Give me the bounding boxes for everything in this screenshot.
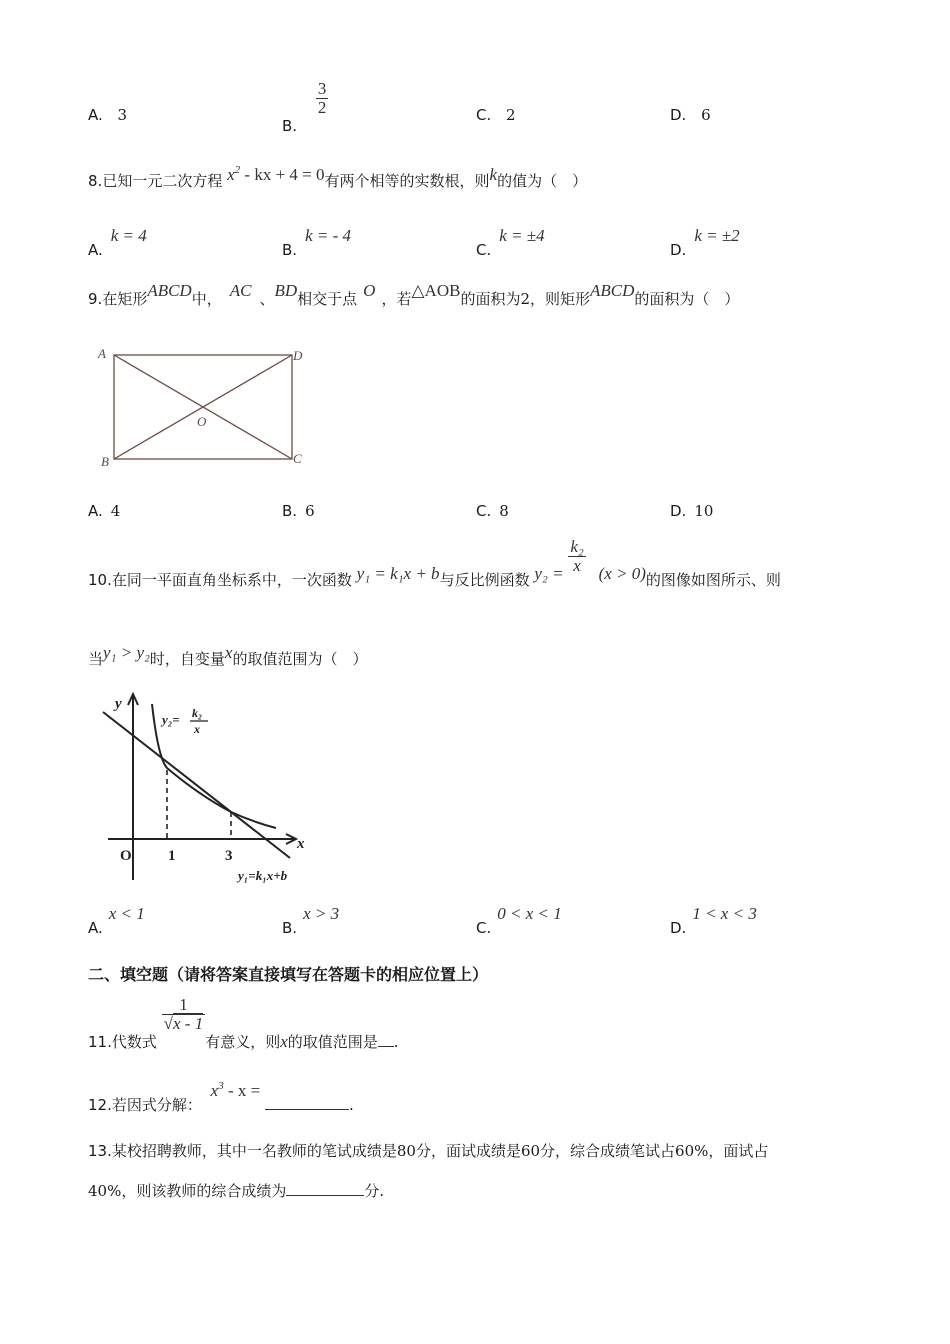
question-11: 11.代数式 $\frac{1}{√x - 1}$ 有意义，则x的取值范围是 .: [88, 995, 399, 1051]
answer-blank[interactable]: [378, 1046, 394, 1047]
q9-option-c: C. 8: [476, 502, 509, 520]
equation: $x^2$ - kx + 4 = 0: [227, 164, 325, 184]
question-13-line2: 40%，则该教师的综合成绩为 分.: [88, 1182, 385, 1200]
q7-option-d: [670, 106, 711, 124]
option-letter: D.: [670, 106, 687, 124]
q7-option-b: [282, 79, 328, 135]
option-letter: A.: [88, 106, 103, 124]
expression: $x^3$ - x =: [210, 1080, 261, 1100]
question-number: 12.: [88, 1096, 112, 1114]
tick-label-3: 3: [225, 848, 233, 864]
radical: √x - 1: [163, 1014, 204, 1033]
fraction: $\frac{\text{k₂}}{x}$: [570, 537, 584, 575]
curve-label-lhs: y₂=: [162, 712, 180, 727]
question-number: 10.: [88, 570, 112, 589]
answer-blank[interactable]: [286, 1195, 364, 1196]
origin-label: O: [120, 848, 132, 864]
label-d: D: [293, 348, 303, 363]
q10-options: [88, 904, 868, 937]
q8-option-b: B.k = - 4: [282, 226, 351, 259]
q9-option-b: B. 6: [282, 502, 315, 520]
q9-option-d: D. 10: [670, 502, 714, 520]
function-graph: [98, 690, 308, 890]
option-value: 2: [506, 106, 516, 124]
q8-option-d: D.k = ±2: [670, 226, 740, 259]
q7-option-a: [88, 106, 127, 124]
q9-options: [88, 502, 868, 524]
section-heading: 二、填空题（请将答案直接填写在答题卡的相应位置上）: [88, 965, 489, 984]
question-text: 有两个相等的实数根，则: [324, 172, 490, 190]
line-label: y₁=k₁x+b: [238, 868, 288, 883]
q10-option-c: C.0 < x < 1: [476, 904, 562, 937]
question-13: 13.某校招聘教师，其中一名教师的笔试成绩是80分，面试成绩是60分，综合成绩笔试占60%，面试占: [88, 1142, 769, 1160]
question-9: 9.在矩形ABCD中， AC 、BD相交于点 O ，若△AOB的面积为2，则矩形ABCD的面积为（ ）: [88, 281, 740, 308]
tick-label-1: 1: [168, 848, 176, 864]
q10-option-a: A.x < 1: [88, 904, 145, 937]
option-value: 6: [701, 106, 711, 124]
question-number: 8.: [88, 172, 103, 190]
question-number: 11.: [88, 1032, 112, 1051]
option-letter: B.: [282, 116, 298, 135]
y-label: y: [115, 696, 122, 712]
curve-label-den: x: [194, 722, 200, 736]
question-10-line2: 当y₁ > y₂时，自变量x的取值范围为（ ）: [88, 643, 368, 668]
label-o: O: [197, 414, 207, 429]
question-10: 10.在同一平面直角坐标系中，一次函数 y₁ = k₁x + b与反比例函数 y₂ = $\frac{\text{k₂}}{x}$ (x > 0)的图像如图所示、则: [88, 537, 781, 589]
radical-fraction: $\frac{1}{√x - 1}$: [163, 995, 204, 1033]
answer-blank[interactable]: [265, 1109, 349, 1110]
question-text: 的值为（ ）: [497, 172, 588, 190]
fraction-denominator: 2: [317, 98, 327, 117]
q9-option-a: A. 4: [88, 502, 121, 520]
inverse-function-lhs: y₂ =: [534, 563, 564, 583]
curve-label-num: k₂: [192, 706, 203, 720]
q8-option-a: A.k = 4: [88, 226, 147, 259]
q7-option-c: [476, 106, 516, 124]
q8-option-c: C.k = ±4: [476, 226, 545, 259]
rectangle-figure: [96, 344, 316, 474]
label-c: C: [293, 451, 302, 466]
linear-function: y₁ = k₁x + b: [356, 563, 440, 583]
fraction-numerator: 3: [317, 79, 327, 98]
question-number: 13.: [88, 1142, 112, 1160]
q10-option-b: B.x > 3: [282, 904, 340, 937]
question-12: 12.若因式分解： $x^3$ - x = .: [88, 1080, 354, 1114]
question-text: 已知一元二次方程: [102, 172, 223, 190]
option-value: 3: [117, 106, 128, 124]
x-label: x: [297, 836, 305, 852]
label-a: A: [98, 346, 106, 361]
fraction: [316, 80, 329, 117]
option-letter: C.: [476, 106, 492, 124]
question-8: [88, 164, 588, 191]
variable-k: k: [489, 165, 498, 184]
label-b: B: [101, 454, 109, 469]
question-number: 9.: [88, 290, 103, 308]
q10-option-d: D.1 < x < 3: [670, 904, 757, 937]
q8-options: [88, 226, 868, 259]
